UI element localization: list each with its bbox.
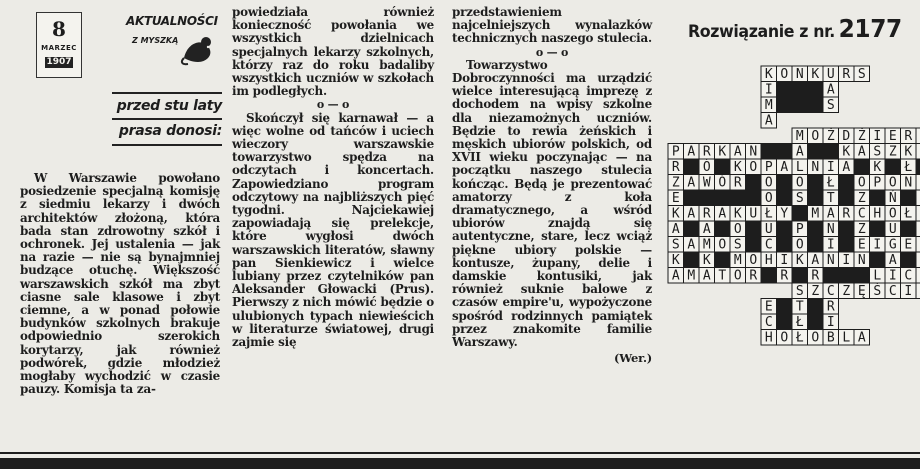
crossword-letter: R	[749, 268, 758, 284]
date-box	[36, 12, 82, 78]
crossword-letter: K	[842, 144, 851, 160]
crossword-block	[684, 159, 700, 175]
ribbon-rule-middle	[112, 118, 222, 120]
date-month: MARZEC	[41, 44, 77, 52]
crossword-letter: I	[842, 253, 851, 268]
article-column-2	[232, 6, 434, 349]
crossword-letter: C	[904, 268, 913, 284]
crossword-letter: N	[811, 160, 820, 175]
bottom-bar	[0, 458, 920, 469]
crossword-letter: N	[749, 144, 758, 160]
crossword-letter: S	[671, 237, 680, 253]
crossword-block	[839, 175, 855, 191]
crossword-letter: E	[888, 129, 897, 144]
crossword-letter: B	[826, 330, 835, 346]
crossword-letter: O	[811, 330, 820, 346]
crossword-letter: K	[702, 253, 711, 268]
crossword-letter: K	[811, 67, 820, 82]
crossword-letter: I	[904, 284, 913, 299]
crossword-block	[761, 268, 777, 284]
logo-subtitle: Z MYSZKĄ	[132, 36, 179, 45]
crossword-letter: Z	[842, 284, 851, 299]
crossword-letter: Ó	[718, 175, 727, 191]
crossword-block	[839, 221, 855, 237]
article-paragraph: przedstawieniem najcelniejszych wynalazków technicznych naszego stulecia.	[452, 5, 652, 46]
article-paragraph: powiedziała również konieczność powołania we wszystkich dzielnicach specjalnych lekarzy szkolnych, którzy raz do roku badaliby wszystkich uczniów w szkołach im podległych.	[232, 5, 434, 99]
crossword-letter: Ł	[904, 160, 913, 175]
crossword-letter: R	[780, 268, 789, 284]
crossword-letter: O	[888, 175, 897, 191]
crossword-block	[839, 237, 855, 253]
crossword-letter: A	[702, 222, 711, 237]
crossword-letter: I	[873, 237, 882, 253]
crossword-letter: K	[764, 67, 773, 82]
crossword-letter: O	[749, 253, 758, 268]
crossword-letter: U	[749, 206, 758, 222]
crossword-title	[688, 14, 902, 43]
crossword-letter: A	[780, 160, 789, 175]
crossword-block	[901, 190, 917, 206]
crossword-letter: N	[857, 253, 866, 268]
bottom-rule	[0, 452, 920, 454]
crossword-block	[746, 237, 762, 253]
crossword-letter: E	[671, 191, 680, 206]
mouse-icon	[180, 32, 216, 66]
crossword-letter: S	[795, 284, 804, 299]
crossword-letter: I	[873, 129, 882, 144]
section-separator: o — o	[535, 45, 569, 59]
crossword-letter: I	[826, 160, 835, 175]
crossword-block	[746, 190, 762, 206]
crossword-letter: C	[764, 237, 773, 253]
date-day: 8	[52, 17, 66, 41]
crossword-block	[777, 299, 793, 315]
crossword-letter: O	[733, 222, 742, 237]
crossword-block	[792, 268, 808, 284]
crossword-letter: R	[671, 160, 680, 175]
crossword-block	[684, 190, 700, 206]
crossword-block	[870, 190, 886, 206]
crossword-grid	[664, 60, 920, 420]
crossword-letter: O	[857, 175, 866, 191]
crossword-letter: E	[857, 237, 866, 253]
crossword-letter: P	[795, 222, 804, 237]
crossword-letter: S	[826, 98, 835, 113]
crossword-letter: M	[687, 268, 696, 284]
crossword-letter: Ż	[857, 129, 866, 144]
crossword-letter: S	[857, 67, 866, 82]
crossword-block	[870, 252, 886, 268]
crossword-letter: E	[764, 299, 773, 315]
crossword-title-text: Rozwiązanie z nr.	[688, 22, 835, 42]
crossword-letter: Z	[888, 144, 897, 160]
crossword-letter: U	[764, 222, 773, 237]
crossword-letter: O	[795, 237, 804, 253]
crossword-letter: Ż	[826, 129, 835, 144]
crossword-letter: S	[795, 191, 804, 206]
crossword-letter: O	[749, 160, 758, 175]
crossword-letter: K	[795, 253, 804, 268]
author-signature: (Wer.)	[614, 351, 652, 366]
crossword-letter: O	[780, 330, 789, 346]
crossword-letter: A	[687, 175, 696, 191]
crossword-letter: A	[888, 253, 897, 268]
crossword-letter: R	[811, 268, 820, 284]
crossword-letter: L	[795, 160, 804, 175]
crossword-letter: U	[888, 222, 897, 237]
crossword-letter: C	[888, 284, 897, 299]
crossword-block	[808, 82, 824, 98]
ribbon-heading: przed stu laty	[116, 98, 222, 114]
crossword-letter: O	[811, 129, 820, 144]
crossword-block	[715, 252, 731, 268]
crossword-block	[808, 190, 824, 206]
crossword-letter: I	[780, 253, 789, 268]
crossword-letter: S	[873, 144, 882, 160]
crossword-letter: Ł	[904, 206, 913, 222]
crossword-letter: R	[842, 206, 851, 222]
crossword-letter: P	[671, 144, 680, 160]
crossword-letter: I	[764, 82, 773, 98]
crossword-block	[792, 82, 808, 98]
ribbon-rule-bottom	[112, 144, 222, 146]
crossword-letter: A	[826, 82, 835, 98]
crossword-letter: Ś	[873, 284, 882, 299]
crossword-block	[839, 268, 855, 284]
crossword-block	[715, 221, 731, 237]
crossword-block	[730, 190, 746, 206]
crossword-letter: K	[733, 206, 742, 222]
crossword-block	[808, 299, 824, 315]
crossword-letter: I	[826, 237, 835, 253]
crossword-letter: C	[826, 284, 835, 299]
crossword-letter: L	[873, 268, 882, 284]
crossword-block	[854, 159, 870, 175]
crossword-block	[699, 190, 715, 206]
article-paragraph: Towarzystwo Dobroczynności ma urządzić wielce interesującą imprezę z dochodem na wpisy szkolne dla niezamożnych uczniów. Będzie to rewia żeńskich i męskich ubiorów polskich, od XVII wieku poczynając — na początku naszego stulecia kończąc. Będą je prezentować amatorzy z koła dramatycznego, a wśród ubiorów znajdą się autentyczne, stare, lecz wciąż piękne ubiory polskie — kontusze, żupany, delie i damskie kontusiki, jak również suknie balowe z czasów empire'u, wypożyczone spośród rodzinnych pamiątek przez znakomite familie Warszawy.	[452, 57, 652, 350]
crossword-letter: M	[811, 206, 820, 222]
crossword-letter: Ę	[857, 284, 866, 299]
crossword-letter: A	[764, 113, 773, 129]
crossword-letter: I	[888, 268, 897, 284]
crossword-letter: Z	[857, 222, 866, 237]
ribbon-subheading: prasa donosi:	[118, 123, 222, 139]
crossword-letter: K	[718, 144, 727, 160]
crossword-block	[839, 190, 855, 206]
crossword-letter: U	[826, 67, 835, 82]
crossword-letter: K	[733, 160, 742, 175]
crossword-letter: T	[795, 299, 804, 315]
crossword-letter: Ó	[702, 160, 711, 175]
crossword-block	[854, 268, 870, 284]
crossword-issue-number: 2177	[838, 14, 902, 43]
crossword-block	[715, 190, 731, 206]
crossword-letter: R	[842, 67, 851, 82]
crossword-letter: H	[764, 253, 773, 268]
logo-title: AKTUALNOŚCI	[126, 14, 218, 28]
crossword-block	[684, 221, 700, 237]
crossword-block	[808, 144, 824, 160]
crossword-letter: O	[795, 175, 804, 191]
crossword-letter: Z	[671, 175, 680, 191]
crossword-letter: O	[733, 268, 742, 284]
crossword-letter: N	[795, 67, 804, 82]
crossword-block	[777, 175, 793, 191]
crossword-block	[901, 252, 917, 268]
crossword-letter: H	[764, 330, 773, 346]
crossword-letter: N	[826, 222, 835, 237]
crossword-block	[746, 175, 762, 191]
article-paragraph: W Warszawie powołano posiedzenie specjalną komisję z siedmiu lekarzy i dwóch architektów złożoną, która bada stan zdrowotny szkół i ochronek. Jej ustalenia — jak na razie — nie są bynajmniej budzące otuchę. Większość warszawskich szkół ma zbyt ciasne sale klasowe i zbyt ciemne, a w ponad połowie budynków szkolnych brakuje odpowiednio szerokich korytarzy, jak również podwórek, gdzie młodzież mogłaby wychodzić w czasie pauzy. Komisja ta za-	[20, 171, 220, 397]
article-column-1	[20, 172, 220, 396]
crossword-block	[777, 237, 793, 253]
crossword-block	[808, 237, 824, 253]
crossword-letter: M	[733, 253, 742, 268]
crossword-letter: R	[702, 144, 711, 160]
crossword-block	[808, 221, 824, 237]
section-separator: o — o	[316, 98, 350, 112]
crossword-letter: H	[873, 206, 882, 222]
crossword-block	[684, 252, 700, 268]
crossword-letter: D	[842, 129, 851, 144]
crossword-letter: A	[702, 268, 711, 284]
crossword-letter: Ń	[888, 191, 897, 206]
crossword-letter: Y	[780, 206, 789, 222]
crossword-block	[715, 159, 731, 175]
crossword-letter: A	[826, 206, 835, 222]
crossword-letter: A	[733, 144, 742, 160]
crossword-letter: C	[857, 206, 866, 222]
crossword-letter: R	[702, 206, 711, 222]
crossword-letter: M	[702, 237, 711, 253]
crossword-block	[870, 221, 886, 237]
crossword-letter: Z	[857, 191, 866, 206]
crossword-letter: E	[904, 237, 913, 253]
crossword-block	[885, 159, 901, 175]
crossword-letter: A	[857, 330, 866, 346]
crossword-letter: K	[904, 144, 913, 160]
crossword-letter: A	[687, 237, 696, 253]
crossword-letter: T	[826, 191, 835, 206]
crossword-block	[916, 159, 920, 175]
crossword-letter: A	[795, 144, 804, 160]
crossword-letter: S	[733, 237, 742, 253]
crossword-letter: I	[826, 315, 835, 330]
crossword-block	[808, 97, 824, 113]
crossword-block	[761, 144, 777, 160]
crossword-letter: Ł	[795, 330, 804, 346]
crossword-letter: A	[671, 268, 680, 284]
crossword-letter: Z	[811, 284, 820, 299]
crossword-letter: T	[718, 268, 727, 284]
crossword-letter: G	[888, 237, 897, 253]
crossword-block	[808, 314, 824, 330]
crossword-letter: C	[764, 315, 773, 330]
crossword-letter: L	[842, 330, 851, 346]
crossword-block	[777, 221, 793, 237]
crossword-block	[792, 206, 808, 222]
crossword-letter: R	[733, 175, 742, 191]
crossword-letter: A	[671, 222, 680, 237]
crossword-block	[777, 82, 793, 98]
crossword-letter: O	[888, 206, 897, 222]
crossword-block	[901, 221, 917, 237]
crossword-letter: K	[671, 253, 680, 268]
crossword-block	[823, 268, 839, 284]
crossword-letter: Ł	[826, 175, 835, 191]
crossword-letter: K	[873, 160, 882, 175]
crossword-letter: A	[842, 160, 851, 175]
crossword-letter: M	[795, 129, 804, 144]
crossword-letter: M	[764, 98, 773, 113]
date-year: 1907	[46, 57, 72, 67]
crossword-block	[808, 175, 824, 191]
crossword-letter: Ł	[764, 206, 773, 222]
crossword-letter: Ł	[795, 315, 804, 330]
crossword-block	[777, 97, 793, 113]
crossword-letter: O	[764, 175, 773, 191]
crossword-block	[777, 314, 793, 330]
crossword-letter: R	[826, 299, 835, 315]
crossword-letter: N	[904, 175, 913, 191]
crossword-block	[777, 144, 793, 160]
crossword-block	[746, 221, 762, 237]
crossword-block	[777, 190, 793, 206]
crossword-letter: P	[764, 160, 773, 175]
article-column-3	[452, 6, 652, 365]
crossword-letter: A	[857, 144, 866, 160]
crossword-letter: K	[671, 206, 680, 222]
crossword-letter: N	[826, 253, 835, 268]
crossword-letter: A	[687, 144, 696, 160]
crossword-letter: P	[873, 175, 882, 191]
crossword-letter: O	[718, 237, 727, 253]
crossword-block	[823, 144, 839, 160]
column-logo	[126, 12, 218, 70]
article-paragraph: Skończył się karnawał — a więc wolne od tańców i uciech wieczory warszawskie towarzystwo spędza na odczytach i koncertach. Zapowiedziano program odczytowy na najbliższych pięć tygodni. Najciekawiej zapowiadają się prelekcje, które wygłosi dwóch warszawskich literatów, sławny pan Sienkiewicz i wielce lubiany przez czytelników pan Aleksander Głowacki (Prus). Pierwszy z nich mówić będzie o ulubionych typach niewieścich w literaturze światowej, drugi zajmie się	[232, 110, 434, 350]
crossword-letter: A	[811, 253, 820, 268]
crossword-letter: A	[718, 206, 727, 222]
crossword-block	[792, 97, 808, 113]
ribbon-rule-top	[112, 92, 222, 94]
crossword-letter: R	[904, 129, 913, 144]
crossword-letter: A	[687, 206, 696, 222]
crossword-letter: O	[780, 67, 789, 82]
crossword-letter: W	[702, 175, 711, 191]
crossword-letter: O	[764, 191, 773, 206]
